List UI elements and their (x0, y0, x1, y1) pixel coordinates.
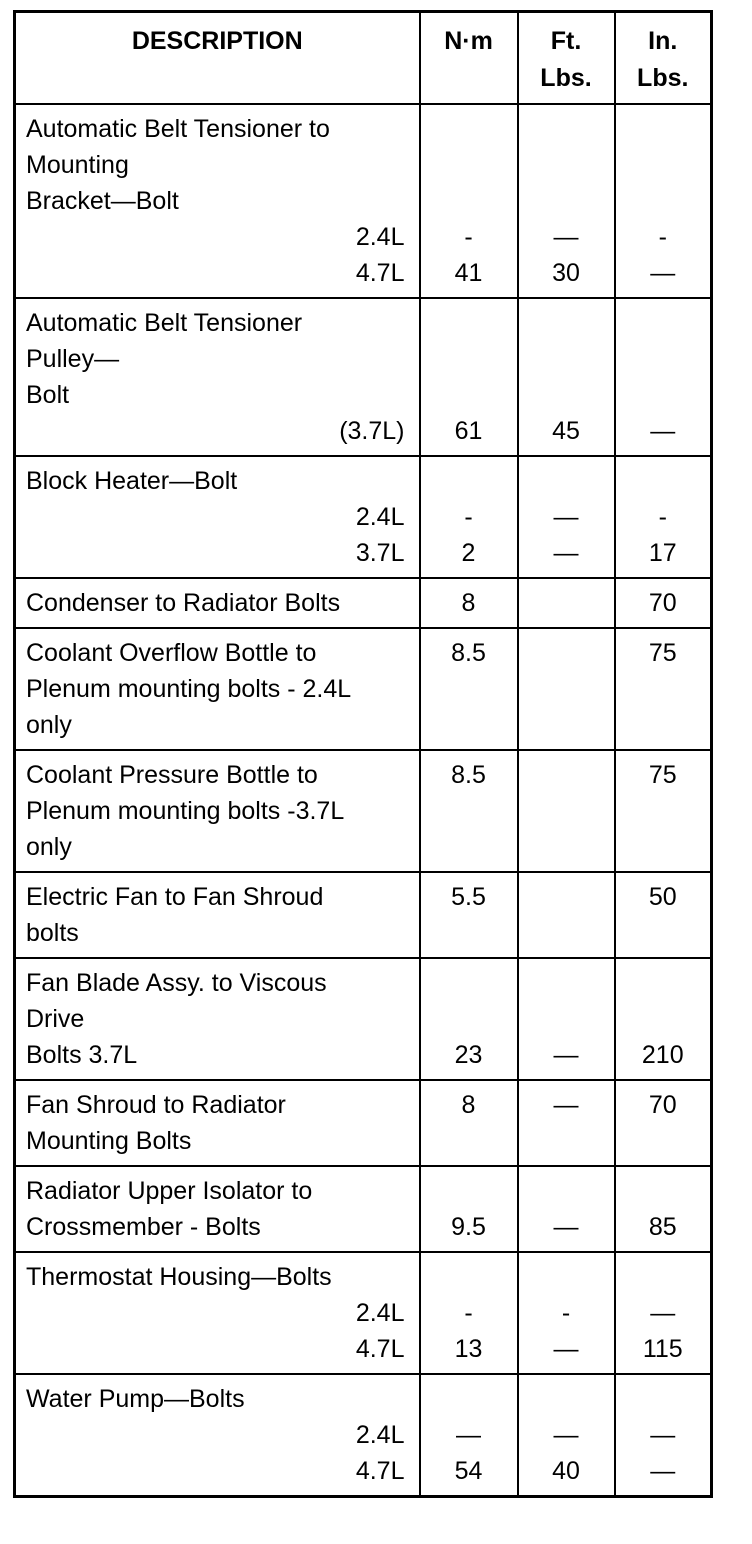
engine-variant-label: 2.4L (355, 503, 405, 531)
description-cell (15, 298, 420, 456)
in-value-cell (615, 298, 712, 456)
ft-value-cell (518, 1080, 615, 1166)
in-value: - (658, 503, 667, 531)
table-row (15, 1252, 712, 1374)
in-value (626, 183, 701, 219)
in-value: 75 (648, 761, 677, 789)
nm-value-cell (420, 1080, 518, 1166)
header-row (15, 12, 712, 105)
engine-variant-label: 4.7L (355, 1335, 405, 1363)
description-cell (15, 750, 420, 872)
in-value: - (658, 223, 667, 251)
nm-value: 9.5 (451, 1213, 486, 1241)
ft-value-cell (518, 1166, 615, 1252)
table-row (15, 578, 712, 628)
nm-value (431, 377, 507, 413)
nm-value: 41 (454, 259, 483, 287)
in-value: 75 (648, 639, 677, 667)
nm-value (431, 1381, 507, 1417)
in-value: — (650, 417, 676, 445)
engine-variant-label: 2.4L (355, 1299, 405, 1327)
nm-value: 5.5 (451, 883, 486, 911)
ft-value-cell (518, 298, 615, 456)
nm-value-cell (420, 1166, 518, 1252)
description-line: Thermostat Housing—Bolts (26, 1263, 332, 1291)
nm-value-cell (420, 1252, 518, 1374)
description-line: Automatic Belt Tensioner to (26, 115, 330, 143)
nm-value (431, 965, 507, 1001)
nm-value: — (456, 1421, 481, 1449)
nm-value: 13 (454, 1335, 483, 1363)
in-value: 50 (648, 883, 677, 911)
nm-value (431, 147, 507, 183)
in-value: — (650, 1457, 676, 1485)
nm-value-cell (420, 104, 518, 298)
in-value: — (650, 1421, 676, 1449)
ft-value (529, 1259, 604, 1295)
in-value-cell (615, 1080, 712, 1166)
ft-value: — (553, 539, 579, 567)
description-cell (15, 1252, 420, 1374)
description-line: bolts (26, 919, 79, 947)
table-row (15, 872, 712, 958)
ft-value (529, 147, 604, 183)
nm-value (431, 341, 507, 377)
table-row (15, 298, 712, 456)
description-line: Plenum mounting bolts - 2.4L (26, 675, 352, 703)
in-value: — (650, 1299, 676, 1327)
in-value-cell (615, 750, 712, 872)
in-value: — (650, 259, 676, 287)
ft-value-cell (518, 872, 615, 958)
in-value-cell (615, 456, 712, 578)
description-line: Plenum mounting bolts -3.7L (26, 797, 345, 825)
nm-value (431, 1259, 507, 1295)
description-cell (15, 628, 420, 750)
ft-value: — (553, 1041, 579, 1069)
nm-value (431, 1173, 507, 1209)
ft-value (529, 757, 604, 793)
in-value (626, 1259, 701, 1295)
in-value (626, 111, 701, 147)
ft-value: — (553, 223, 579, 251)
header-ft-label-2: Lbs. (540, 64, 592, 92)
description-line: Electric Fan to Fan Shroud (26, 883, 324, 911)
ft-value (529, 1001, 604, 1037)
description-line: Bolts 3.7L (26, 1041, 138, 1069)
ft-value: - (561, 1299, 571, 1327)
description-cell (15, 958, 420, 1080)
header-in-lbs (615, 12, 712, 105)
table-row (15, 1080, 712, 1166)
ft-value-cell (518, 456, 615, 578)
engine-variant-label: 2.4L (355, 1421, 405, 1449)
in-value (626, 305, 701, 341)
nm-value: 8 (461, 589, 476, 617)
header-nm-label: N·m (444, 27, 493, 55)
ft-value: 30 (552, 259, 580, 287)
description-line: Bolt (26, 381, 70, 409)
ft-value-cell (518, 958, 615, 1080)
in-value (626, 147, 701, 183)
ft-value (529, 341, 604, 377)
nm-value (431, 1001, 507, 1037)
nm-value-cell (420, 298, 518, 456)
in-value: 17 (648, 539, 677, 567)
description-line: Fan Blade Assy. to Viscous (26, 969, 327, 997)
in-value: 70 (648, 1091, 677, 1119)
nm-value-cell (420, 628, 518, 750)
ft-value (529, 111, 604, 147)
description-line: Bracket—Bolt (26, 187, 179, 215)
nm-value: - (464, 503, 473, 531)
ft-value-cell (518, 578, 615, 628)
header-in-label-1: In. (648, 27, 678, 55)
ft-value-cell (518, 1374, 615, 1497)
ft-value-cell (518, 628, 615, 750)
ft-value: — (553, 503, 579, 531)
engine-variant-label: 4.7L (355, 1457, 405, 1485)
in-value-cell (615, 1166, 712, 1252)
nm-value (431, 183, 507, 219)
nm-value-cell (420, 872, 518, 958)
in-value (626, 1173, 701, 1209)
description-line: Radiator Upper Isolator to (26, 1177, 313, 1205)
description-cell (15, 578, 420, 628)
in-value-cell (615, 1374, 712, 1497)
nm-value: 54 (454, 1457, 483, 1485)
description-cell (15, 872, 420, 958)
in-value (626, 1001, 701, 1037)
ft-value (529, 965, 604, 1001)
nm-value: 61 (454, 417, 483, 445)
ft-value: 40 (552, 1457, 580, 1485)
table-row (15, 628, 712, 750)
ft-value (529, 377, 604, 413)
header-in-label-2: Lbs. (637, 64, 689, 92)
nm-value: 8.5 (451, 639, 486, 667)
torque-spec-table (13, 10, 713, 1498)
in-value-cell (615, 628, 712, 750)
header-ft-label-1: Ft. (550, 27, 582, 55)
in-value-cell (615, 104, 712, 298)
ft-value: — (553, 1091, 579, 1119)
ft-value (529, 879, 604, 915)
in-value-cell (615, 578, 712, 628)
in-value-cell (615, 1252, 712, 1374)
in-value: 210 (641, 1041, 684, 1069)
nm-value: 23 (454, 1041, 483, 1069)
in-value (626, 965, 701, 1001)
table-body (15, 104, 712, 1497)
nm-value (431, 111, 507, 147)
description-line: Automatic Belt Tensioner (26, 309, 303, 337)
ft-value (529, 463, 604, 499)
description-cell (15, 1374, 420, 1497)
ft-value (529, 1381, 604, 1417)
table-row (15, 456, 712, 578)
description-cell (15, 104, 420, 298)
description-line: only (26, 711, 72, 739)
description-line: Water Pump—Bolts (26, 1385, 245, 1413)
ft-value (529, 305, 604, 341)
description-line: Crossmember - Bolts (26, 1213, 261, 1241)
nm-value (431, 463, 507, 499)
ft-value (529, 585, 604, 621)
description-line: Block Heater—Bolt (26, 467, 238, 495)
in-value: 70 (648, 589, 677, 617)
nm-value-cell (420, 456, 518, 578)
in-value (626, 341, 701, 377)
nm-value: - (464, 223, 473, 251)
engine-variant-label: 4.7L (355, 259, 405, 287)
ft-value: 45 (552, 417, 580, 445)
in-value: 115 (642, 1335, 683, 1363)
nm-value-cell (420, 1374, 518, 1497)
description-cell (15, 456, 420, 578)
ft-value (529, 1173, 604, 1209)
table-row (15, 750, 712, 872)
nm-value: 2 (461, 539, 476, 567)
header-ft-lbs (518, 12, 615, 105)
in-value: 85 (648, 1213, 677, 1241)
in-value (626, 463, 701, 499)
table-row (15, 958, 712, 1080)
header-nm (420, 12, 518, 105)
engine-variant-label: 3.7L (355, 539, 405, 567)
ft-value: — (553, 1335, 579, 1363)
description-line: Coolant Pressure Bottle to (26, 761, 318, 789)
description-line: Mounting Bolts (26, 1127, 192, 1155)
header-description-label: DESCRIPTION (131, 27, 303, 55)
engine-variant-label: 2.4L (355, 223, 405, 251)
description-cell (15, 1166, 420, 1252)
description-line: Pulley— (26, 345, 120, 373)
description-line: Drive (26, 1005, 85, 1033)
nm-value-cell (420, 750, 518, 872)
nm-value-cell (420, 578, 518, 628)
nm-value (431, 305, 507, 341)
nm-value: - (464, 1299, 473, 1327)
ft-value (529, 183, 604, 219)
in-value-cell (615, 872, 712, 958)
description-cell (15, 1080, 420, 1166)
table-row (15, 1166, 712, 1252)
description-line: Fan Shroud to Radiator (26, 1091, 286, 1119)
ft-value (529, 635, 604, 671)
description-line: Condenser to Radiator Bolts (26, 589, 341, 617)
in-value (626, 377, 701, 413)
in-value-cell (615, 958, 712, 1080)
ft-value-cell (518, 1252, 615, 1374)
header-description (15, 12, 420, 105)
nm-value: 8.5 (451, 761, 486, 789)
nm-value-cell (420, 958, 518, 1080)
description-line: only (26, 833, 72, 861)
ft-value-cell (518, 750, 615, 872)
ft-value: — (553, 1421, 579, 1449)
nm-value: 8 (461, 1091, 476, 1119)
engine-variant-label: (3.7L) (339, 417, 405, 445)
ft-value: — (553, 1213, 579, 1241)
in-value (626, 1381, 701, 1417)
description-line: Mounting (26, 151, 129, 179)
table-row (15, 104, 712, 298)
ft-value-cell (518, 104, 615, 298)
description-line: Coolant Overflow Bottle to (26, 639, 317, 667)
table-row (15, 1374, 712, 1497)
